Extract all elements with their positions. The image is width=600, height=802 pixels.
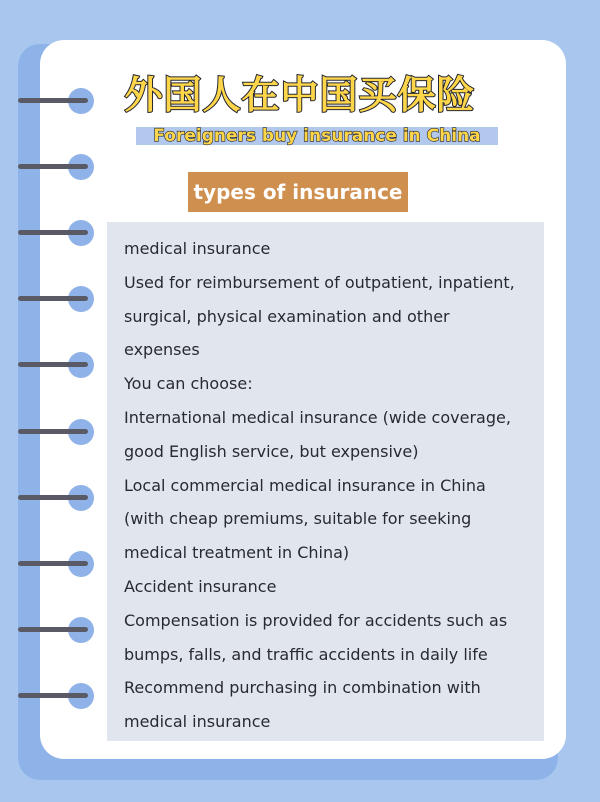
page-subtitle	[136, 122, 498, 150]
content-line: surgical, physical examination and other	[124, 306, 450, 326]
content-line: medical insurance	[124, 239, 271, 258]
content-line: good English service, but expensive)	[124, 441, 419, 461]
content-line: (with cheap premiums, suitable for seeking	[124, 509, 472, 529]
content-line: International medical insurance (wide coverage,	[124, 407, 511, 427]
page-title-english: Foreigners buy insurance in China	[153, 126, 481, 146]
content-line: You can choose:	[124, 374, 253, 394]
content-line: Recommend purchasing in combination with	[124, 678, 481, 698]
content-line: medical insurance	[124, 712, 271, 732]
binding-ring-bar	[18, 362, 88, 367]
binding-ring-bar	[18, 230, 88, 235]
binding-ring-bar	[18, 561, 88, 566]
content-line: bumps, falls, and traffic accidents in daily life	[124, 644, 488, 664]
content-line: medical treatment in China)	[124, 543, 350, 563]
content-text	[124, 232, 544, 739]
content-line: Used for reimbursement of outpatient, inpatient,	[124, 272, 515, 292]
content-line: Accident insurance	[124, 576, 277, 596]
section-tag: types of insurance	[188, 172, 408, 212]
binding-ring-bar	[18, 429, 88, 434]
binding-ring-bar	[18, 164, 88, 169]
binding-ring-bar	[18, 627, 88, 632]
page-title-chinese: 外国人在中国买保险	[124, 73, 476, 117]
content-line: Compensation is provided for accidents such as	[124, 610, 508, 630]
binding-ring-bar	[18, 693, 88, 698]
content-line: Local commercial medical insurance in China	[124, 475, 486, 495]
binding-ring-bar	[18, 495, 88, 500]
content-line: expenses	[124, 340, 200, 360]
binding-ring-bar	[18, 296, 88, 301]
